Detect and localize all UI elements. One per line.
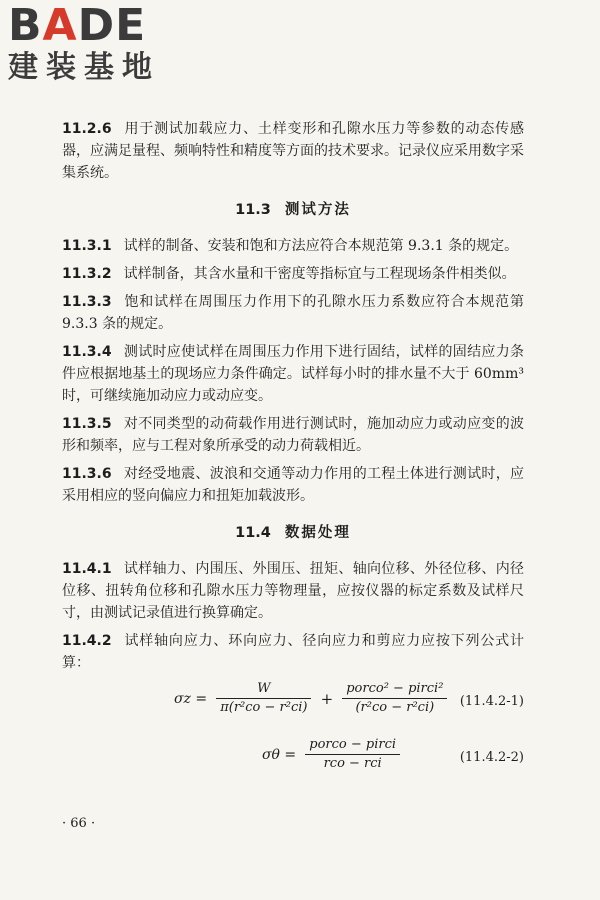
logo-chinese: 建装基地	[8, 50, 160, 85]
document-body	[62, 118, 524, 786]
equation-11-4-2-1: σz = $\frac{W}{\text{π(r²co − r²ci)}}$ + $\frac{\text{porco² − pirci²}}{\text{(r²co − r²ci)}}$ (11.4.2-1)	[174, 681, 524, 715]
equation-11-4-2-2	[62, 736, 524, 786]
site-logo	[8, 0, 178, 86]
clause-11-3-6: 11.3.6 对经受地震、波浪和交通等动力作用的工程土体进行测试时，应采用相应的竖向偏应力和扭矩加载波形。	[62, 466, 524, 504]
clause-11-3-3: 11.3.3 饱和试样在周围压力作用下的孔隙水压力系数应符合本规范第 9.3.3 条的规定。	[62, 294, 524, 332]
equation-label: (11.4.2-1)	[459, 694, 524, 709]
fraction-2: $\frac{\text{porco² − pirci²}}{\text{(r²co − r²ci)}}$	[342, 680, 447, 717]
logo-english: BADE	[8, 0, 147, 51]
clause-11-4-2: 11.4.2 试样轴向应力、环向应力、径向应力和剪应力应按下列公式计算：	[62, 633, 524, 671]
page-number: · 66 ·	[62, 816, 96, 831]
fraction-1: $\frac{W}{\text{π(r²co − r²ci)}}$	[216, 680, 311, 717]
clause-11-4-1: 11.4.1 试样轴力、内围压、外围压、扭矩、轴向位移、外径位移、内径位移、扭转角位移和孔隙水压力等物理量，应按仪器的标定系数及试样尺寸，由测试记录值进行换算确定。	[62, 561, 524, 621]
clause-11-3-5: 11.3.5 对不同类型的动荷载作用进行测试时，施加动应力或动应变的波形和频率，应与工程对象所承受的动力荷载相近。	[62, 416, 524, 454]
equation-lhs: σz =	[174, 690, 208, 707]
clause-11-3-4: 11.3.4 测试时应使试样在周围压力作用下进行固结，试样的固结应力条件应根据地基土的现场应力条件确定。试样每小时的排水量不大于 60mm³时，可继续施加动应力或动应变。	[62, 344, 524, 404]
equation-lhs: σθ =	[262, 746, 297, 763]
section-heading-11-3: 11.3 测试方法	[235, 202, 351, 218]
clause-11-2-6: 11.2.6 用于测试加载应力、土样变形和孔隙水压力等参数的动态传感器，应满足量程、频响特性和精度等方面的技术要求。记录仪应采用数字采集系统。	[62, 121, 524, 181]
equation-label: (11.4.2-2)	[459, 750, 524, 765]
clause-11-3-1: 11.3.1 试样的制备、安装和饱和方法应符合本规范第 9.3.1 条的规定。	[62, 238, 519, 254]
fraction-1: $\frac{\text{porco − pirci}}{\text{rco − rci}}$	[305, 736, 400, 773]
clause-11-3-2: 11.3.2 试样制备，其含水量和干密度等指标宜与工程现场条件相类似。	[62, 266, 516, 282]
section-heading-11-4: 11.4 数据处理	[235, 525, 351, 541]
